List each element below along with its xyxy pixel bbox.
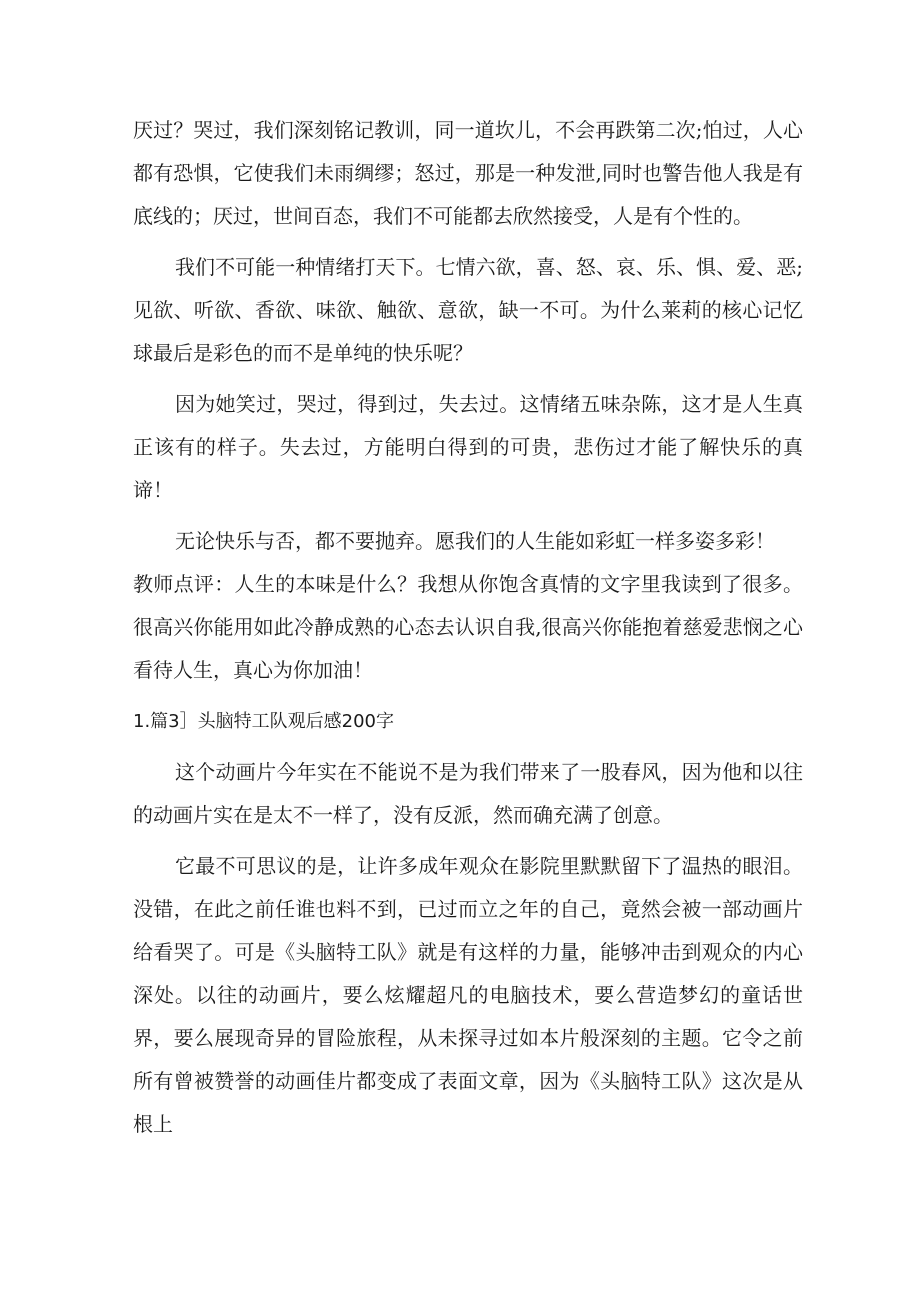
paragraph-continued: 厌过？哭过，我们深刻铭记教训，同一道坎儿，不会再跌第二次;怕过，人心都有恐惧，它使我们未雨绸缪；怒过，那是一种发泄,同时也警告他人我是有底线的；厌过，世间百态，我们不可能都去欣然接受，人是有个性的。 xyxy=(133,118,803,228)
teacher-comment: 教师点评：人生的本味是什么？我想从你饱含真情的文字里我读到了很多。很高兴你能用如此冷静成熟的心态去认识自我,很高兴你能抱着慈爱悲悯之心看待人生，真心为你加油！ xyxy=(133,572,803,682)
paragraph-life: 因为她笑过，哭过，得到过，失去过。这情绪五味杂陈，这才是人生真正该有的样子。失去过，方能明白得到的可贵，悲伤过才能了解快乐的真谛！ xyxy=(133,392,803,502)
section-heading: 1.篇3］头脑特工队观后感200字 xyxy=(133,711,394,732)
paragraph-intro: 这个动画片今年实在不能说不是为我们带来了一股春风，因为他和以往的动画片实在是太不一样了，没有反派，然而确充满了创意。 xyxy=(133,760,803,827)
paragraph-rainbow: 无论快乐与否，都不要抛弃。愿我们的人生能如彩虹一样多姿多彩！ xyxy=(175,529,775,553)
paragraph-emotions: 我们不可能一种情绪打天下。七情六欲，喜、怒、哀、乐、惧、爱、恶;见欲、听欲、香欲、味欲、触欲、意欲，缺一不可。为什么莱莉的核心记忆球最后是彩色的而不是单纯的快乐呢？ xyxy=(133,255,803,365)
document-body xyxy=(133,109,803,1154)
paragraph-analysis: 它最不可思议的是，让许多成年观众在影院里默默留下了温热的眼泪。没错，在此之前任谁也料不到，已过而立之年的自己，竟然会被一部动画片给看哭了。可是《头脑特工队》就是有这样的力量，能够冲击到观众的内心深处。以往的动画片，要么炫耀超凡的电脑技术，要么营造梦幻的童话世界，要么展现奇异的冒险旅程，从未探寻过如本片般深刻的主题。它令之前所有曾被赞誉的动画佳片都变成了表面文章，因为《头脑特工队》这次是从根上 xyxy=(133,854,803,1136)
